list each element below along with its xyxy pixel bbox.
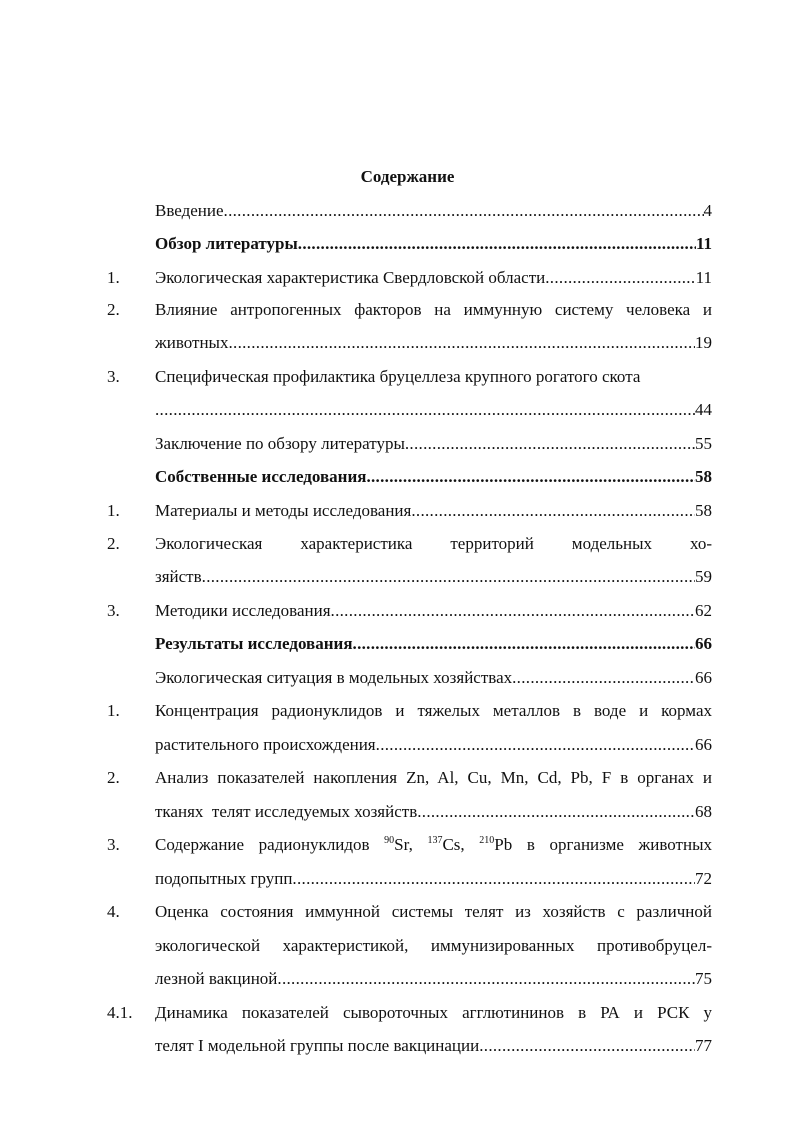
toc-entry-text: Экологическая ситуация в модельных хозяйствах [155,668,513,687]
element-sr: Sr, [394,835,413,854]
toc-entry-res-4-1 [107,1000,712,1026]
dot-leader [376,732,695,758]
toc-entry-lit-1 [107,265,712,291]
toc-entry-res-4-continued [107,966,712,992]
toc-entry-text: тканях телят исследуемых хозяйств [155,802,418,821]
dot-leader [202,564,695,590]
toc-entry-own-1 [107,498,712,524]
toc-page-number: 11 [695,234,712,253]
toc-page-number: 4 [703,201,712,220]
toc-page-number: 11 [695,268,712,287]
toc-entry-number: 4.1. [107,1003,133,1022]
toc-entry-text: экологической характеристикой, иммунизированных противобруцел- [155,936,712,955]
toc-text-fragment: Содержание радионуклидов [155,835,370,854]
toc-entry-text: Заключение по обзору литературы [155,434,405,453]
dot-leader [417,799,695,825]
toc-entry-number: 1. [107,268,120,287]
toc-entry-res-2 [107,765,712,791]
toc-entry-number: 3. [107,835,120,854]
toc-entry-res-4 [107,899,712,925]
toc-entry-number: 2. [107,768,120,787]
toc-entry-number: 3. [107,367,120,386]
toc-page-number: 19 [695,333,712,352]
toc-title: Содержание [360,167,455,186]
toc-entry-text: подопытных групп [155,869,293,888]
toc-entry-res-4-1-continued [107,1033,712,1059]
toc-entry-lit-3-continued [107,397,712,423]
toc-entry-res-3 [107,832,712,858]
dot-leader [331,598,695,624]
element-cs: Cs, [442,835,465,854]
dot-leader [353,631,695,657]
toc-entry-intro [107,198,712,224]
toc-entry-eco-situation [107,665,712,691]
toc-entry-number: 1. [107,501,120,520]
toc-entry-res-1 [107,698,712,724]
toc-entry-own-2-continued [107,564,712,590]
toc-page-number: 68 [695,802,712,821]
dot-leader [411,498,695,524]
toc-entry-number: 2. [107,300,120,319]
dot-leader [155,397,695,423]
toc-text-fragment: в организме животных [526,835,713,854]
mass-number-pb: 210 [479,835,495,846]
toc-entry-lit-3 [107,364,712,390]
toc-entry-text: Результаты исследования [155,634,353,653]
toc-entry-res-2-continued [107,799,712,825]
element-pb: Pb [494,835,513,854]
toc-entry-text: Экологическая характеристика Свердловской области [155,268,546,287]
toc-page-number: 44 [695,400,712,419]
toc-page-number: 62 [695,601,712,620]
toc-entry-text: Влияние антропогенных факторов на иммунную систему человека и [155,300,712,319]
toc-entry-text: животных [155,333,229,352]
dot-leader [228,330,695,356]
dot-leader [512,665,695,691]
toc-page-number: 66 [695,735,712,754]
toc-page-number: 66 [695,634,712,653]
dot-leader [298,231,696,257]
mass-number-sr: 90 [384,835,395,846]
toc-entry-res-4-continued [107,933,712,959]
toc-page-number: 58 [695,467,712,486]
dot-leader [545,265,695,291]
toc-entry-lit-conclusion [107,431,712,457]
toc-entry-text: Методики исследования [155,601,331,620]
toc-entry-text: Специфическая профилактика бруцеллеза крупного рогатого скота [155,367,641,386]
toc-entry-text: лезной вакциной [155,969,278,988]
toc-section-literature-review [107,231,712,257]
mass-number-cs: 137 [427,835,443,846]
toc-entry-res-3-continued [107,866,712,892]
toc-entry-text: Обзор литературы [155,234,298,253]
dot-leader [224,198,704,224]
toc-entry-text: Оценка состояния иммунной системы телят из хозяйств с различной [155,902,712,921]
toc-entry-text: Концентрация радионуклидов и тяжелых металлов в воде и кормах [155,701,712,720]
toc-entry-text: Материалы и методы исследования [155,501,412,520]
toc-entry-res-1-continued [107,732,712,758]
toc-page-number: 58 [695,501,712,520]
toc-entry-number: 4. [107,902,120,921]
dot-leader [479,1033,695,1059]
toc-entry-number: 1. [107,701,120,720]
toc-page-number: 59 [695,567,712,586]
dot-leader [292,866,695,892]
toc-entry-text: Динамика показателей сывороточных агглютининов в РА и РСК у [155,1003,712,1022]
toc-entry-number: 3. [107,601,120,620]
toc-entry-text: Собственные исследования [155,467,367,486]
toc-section-results [107,631,712,657]
dot-leader [405,431,695,457]
dot-leader [366,464,695,490]
toc-entry-text: растительного происхождения [155,735,376,754]
toc-entry-lit-2 [107,297,712,323]
toc-entry-own-3 [107,598,712,624]
toc-entry-text: зяйств [155,567,202,586]
toc-section-own-research [107,464,712,490]
toc-entry-number: 2. [107,534,120,553]
toc-page-number: 66 [695,668,712,687]
toc-page-number: 75 [695,969,712,988]
toc-entry-text [155,832,712,858]
dot-leader [277,966,695,992]
toc-entry-text: Введение [155,201,224,220]
toc-entry-text: телят I модельной группы после вакцинации [155,1036,480,1055]
toc-entry-text: Экологическая характеристика территорий модельных хо- [155,534,712,553]
toc-entry-lit-2-continued [107,330,712,356]
toc-page-number: 77 [695,1036,712,1055]
toc-page-number: 72 [695,869,712,888]
toc-entry-text: Анализ показателей накопления Zn, Al, Cu, Mn, Cd, Pb, F в органах и [155,768,712,787]
toc-page-number: 55 [695,434,712,453]
toc-entry-own-2 [107,531,712,557]
